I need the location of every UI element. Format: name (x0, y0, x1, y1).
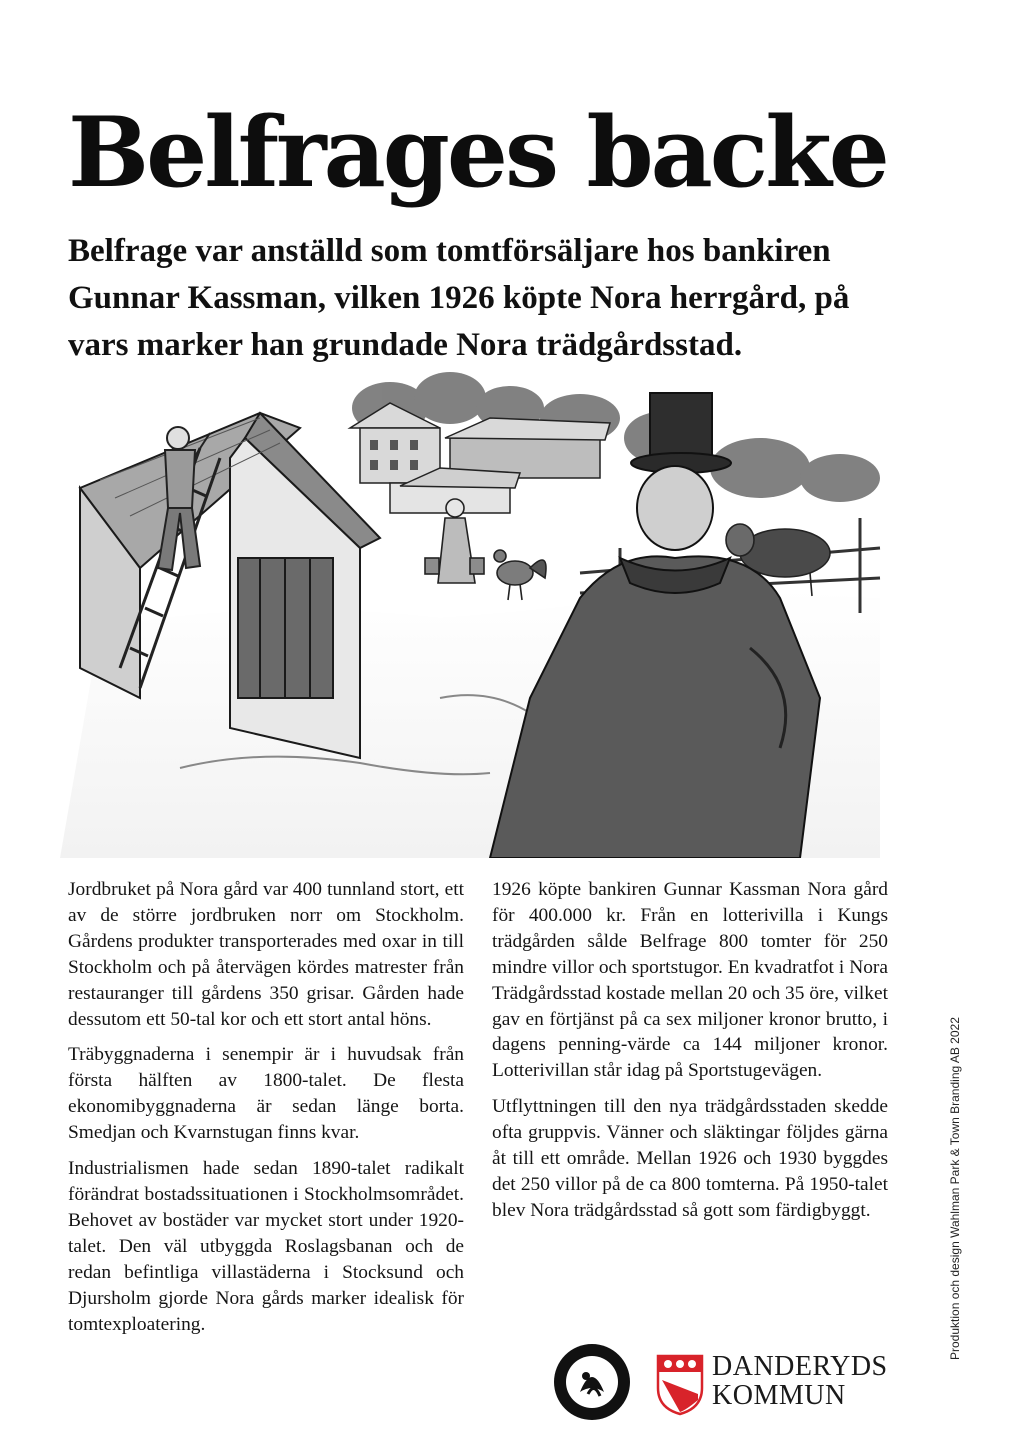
page-title: Belfrages backe (68, 96, 887, 209)
text-column-right (492, 877, 888, 1234)
body-paragraph: Jordbruket på Nora gård var 400 tunnland stort, ett av de större jordbruken norr om Stockholm. Gårdens produkter transporterades med oxar in till Stockholm och på återvägen kördes matrester från restauranger till gårdens 350 grisar. Gården hade dessutom ett 50-tal kor och ett stort antal höns. (68, 879, 464, 1030)
danderyds-kommun-crest-icon (656, 1354, 704, 1416)
kommun-line-2: KOMMUN (712, 1380, 846, 1411)
hembygdsforening-seal-icon (552, 1342, 632, 1422)
body-paragraph: Industrialismen hade sedan 1890-talet radikalt förändrat bostadssituationen i Stockholmsområdet. Behovet av bostäder var mycket stort under 1920-talet. Den väl utbyggda Roslagsbanan och de redan befintliga villastäderna i Stocksund och Djursholm gjorde Nora gårds marker idealisk för tomtexploatering. (68, 1158, 464, 1335)
text-column-left (68, 877, 464, 1347)
body-paragraph: Träbyggnaderna i senempir är i huvudsak från första hälften av 1800-talet. De flesta ekonomibyggnaderna är sedan länge borta. Smedjan och Kvarnstugan finns kvar. (68, 1044, 464, 1144)
danderyds-kommun-wordmark (712, 1352, 888, 1410)
historical-farm-scene-illustration (60, 368, 900, 858)
kommun-line-1: DANDERYDS (712, 1351, 888, 1382)
rooster (494, 550, 546, 600)
lead-paragraph: Belfrage var anställd som tomtförsäljare hos bankiren Gunnar Kassman, vilken 1926 köpte Nora herrgård, på vars marker han grundade Nora trädgårdsstad. (68, 233, 850, 363)
production-credit: Produktion och design Wahlman Park & Town Branding AB 2022 (948, 1017, 962, 1360)
body-paragraph: Utflyttningen till den nya trädgårdsstaden skedde ofta gruppvis. Vänner och släktingar följdes gärna åt till ett område. Mellan 1926 och 1930 byggdes det 250 villor på de ca 800 tomterna. På 1950-talet blev Nora trädgårdsstad så gott som färdigbyggt. (492, 1096, 888, 1221)
body-paragraph: 1926 köpte bankiren Gunnar Kassman Nora gård för 400.000 kr. Från en lotterivilla i Kungs trädgården sålde Belfrage 800 tomter för 250 mindre villor och sportstugor. En kvadratfot i Nora Trädgårdsstad kostade mellan 20 och 35 öre, vilket gav en förtjänst på ca sex miljoner kronor brutto, i dagens penning-värde ca 144 miljoner kronor. Lotterivillan står idag på Sportstugevägen. (492, 879, 888, 1082)
